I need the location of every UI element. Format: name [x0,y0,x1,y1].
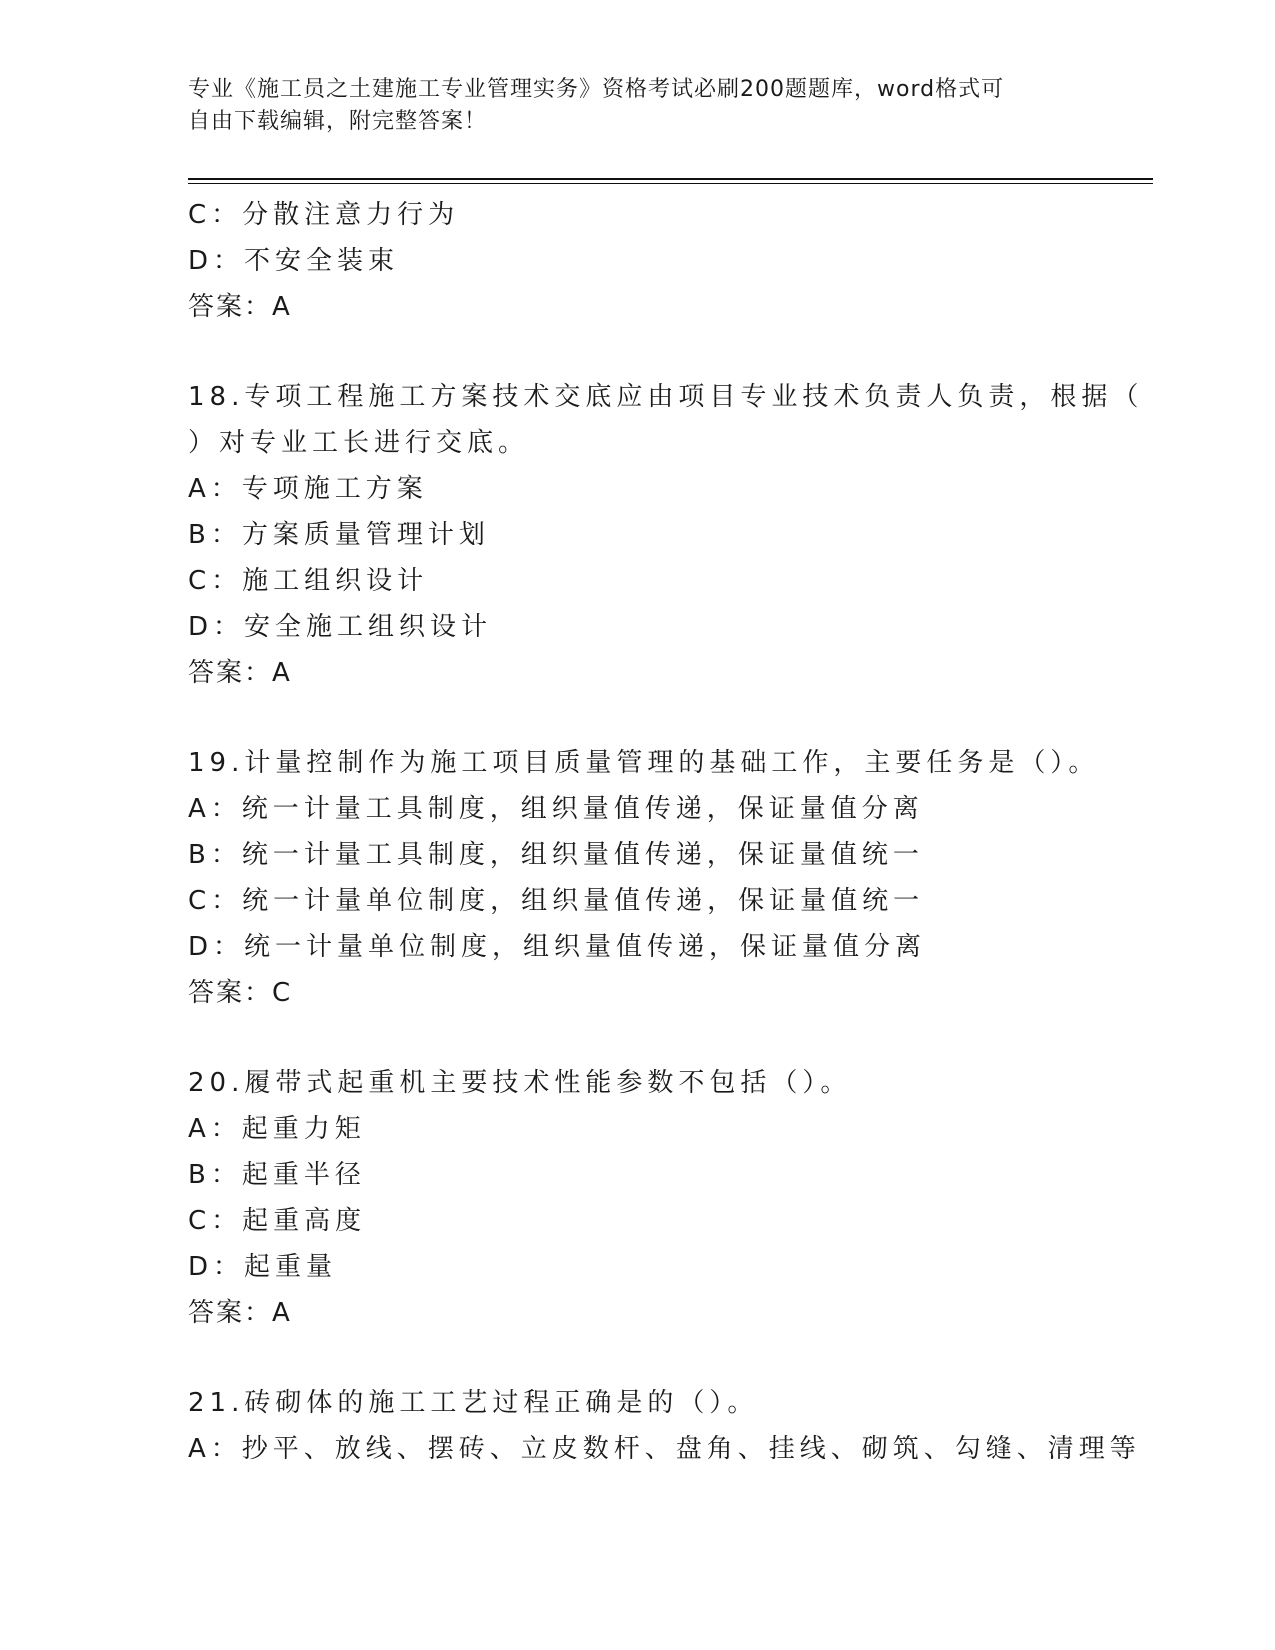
q18-option-a: A：专项施工方案 [188,474,428,504]
q20-option-b: B：起重半径 [188,1160,366,1190]
q20-stem: 20.履带式起重机主要技术性能参数不包括（）。 [188,1068,852,1098]
question-21 [188,1380,1141,1472]
q19-answer: 答案：C [188,978,293,1008]
q18-option-c: C：施工组织设计 [188,566,429,596]
q19-option-a: A：统一计量工具制度，组织量值传递，保证量值分离 [188,794,924,824]
q20-option-c: C：起重高度 [188,1206,367,1236]
header-divider-thick [188,178,1153,180]
spacer [188,1336,1088,1380]
header-title-line1: 专业《施工员之土建施工专业管理实务》资格考试必刷200题题库，word格式可 [188,77,1005,102]
q21-option-a: A：抄平、放线、摆砖、立皮数杆、盘角、挂线、砌筑、勾缝、清理等 [188,1434,1141,1464]
q18-option-d: D：安全施工组织设计 [188,612,493,642]
q19-option-b: B：统一计量工具制度，组织量值传递，保证量值统一 [188,840,924,870]
page-header [188,74,1068,138]
spacer [188,1016,1088,1060]
q21-stem: 21.砖砌体的施工工艺过程正确是的（）。 [188,1388,759,1418]
q18-stem-line1: 18.专项工程施工方案技术交底应由项目专业技术负责人负责，根据（ [188,382,1144,412]
question-17-tail [188,192,1088,330]
q17-option-d: D：不安全装束 [188,246,400,276]
question-18 [188,374,1144,696]
q20-answer: 答案：A [188,1298,292,1328]
q20-option-d: D：起重量 [188,1252,338,1282]
spacer [188,330,1088,374]
q17-option-c: C：分散注意力行为 [188,200,460,230]
question-20 [188,1060,1088,1336]
q19-option-d: D：统一计量单位制度，组织量值传递，保证量值分离 [188,932,927,962]
q19-option-c: C：统一计量单位制度，组织量值传递，保证量值统一 [188,886,925,916]
q18-option-b: B：方案质量管理计划 [188,520,490,550]
question-19 [188,740,1100,1016]
q20-option-a: A：起重力矩 [188,1114,366,1144]
q17-answer: 答案：A [188,292,292,322]
spacer [188,696,1088,740]
header-divider-thin [188,183,1153,184]
q18-stem-line2: ）对专业工长进行交底。 [188,428,530,458]
header-title-line2: 自由下载编辑，附完整答案！ [188,109,488,134]
question-list [188,192,1144,1472]
q19-stem: 19.计量控制作为施工项目质量管理的基础工作，主要任务是（）。 [188,748,1100,778]
q18-answer: 答案：A [188,658,292,688]
